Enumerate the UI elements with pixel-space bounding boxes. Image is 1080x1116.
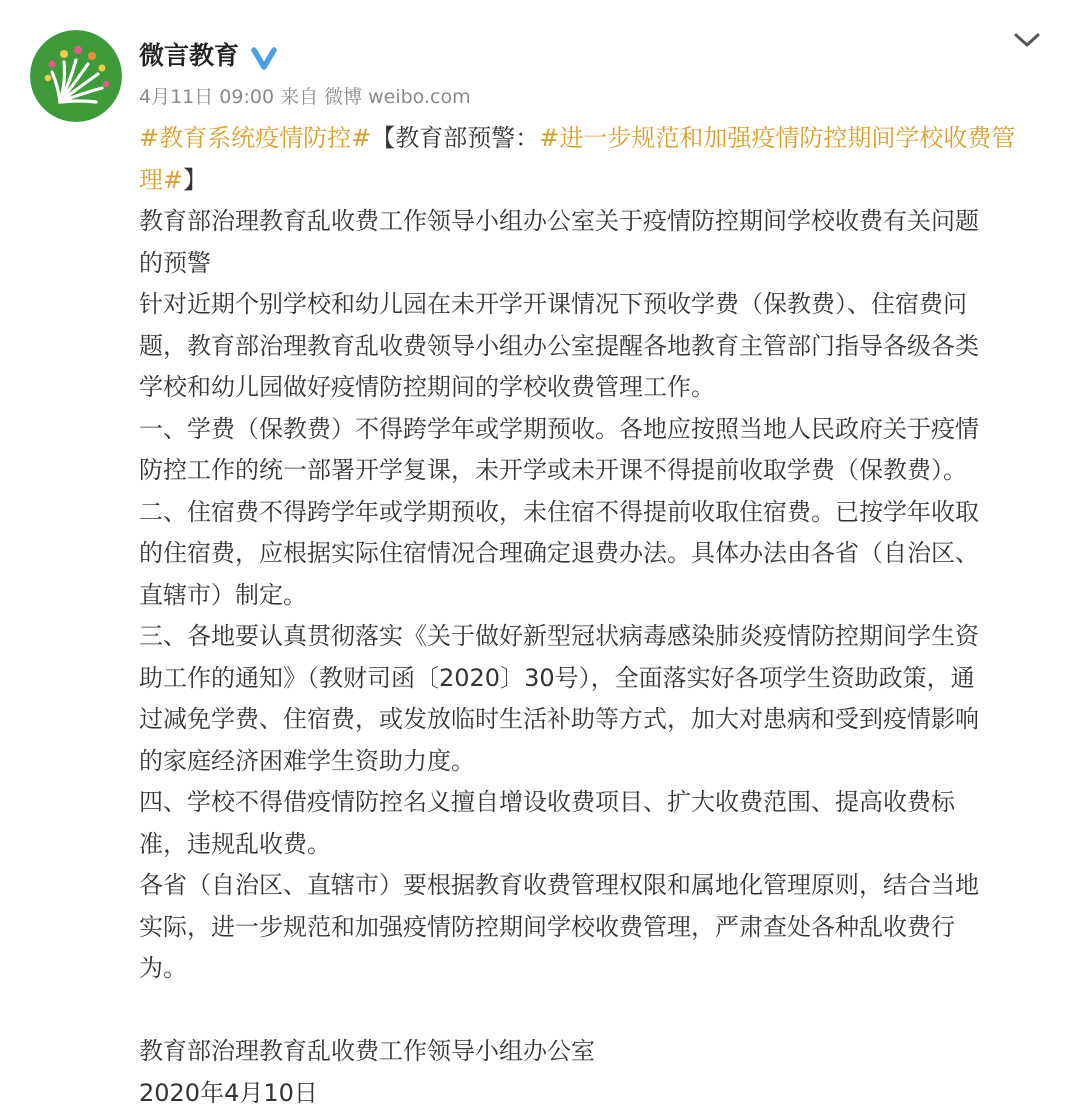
content-line: 的家庭经济困难学生资助力度。 (139, 746, 475, 775)
content-line: 四、学校不得借疫情防控名义擅自增设收费项目、扩大收费范围、提高收费标 (139, 788, 955, 816)
post-date: 4月11日 09:00 (139, 86, 275, 108)
topic-link[interactable]: #教育系统疫情防控# (139, 124, 372, 152)
content-line: 的预警 (139, 248, 211, 277)
content-line (139, 118, 1039, 160)
content-line: 题，教育部治理教育乱收费领导小组办公室提醒各地教育主管部门指导各级各类 (139, 331, 979, 360)
username[interactable] (139, 36, 277, 76)
content-line: 的住宿费，应根据实际住宿情况合理确定退费办法。具体办法由各省（自治区、 (139, 539, 979, 567)
content-line: 为。 (139, 954, 187, 982)
signature: 教育部治理教育乱收费工作领导小组办公室 (139, 1037, 595, 1065)
content-line: 过减免学费、住宿费，或发放临时生活补助等方式，加大对患病和受到疫情影响 (139, 705, 979, 733)
content-line: 各省（自治区、直辖市）要根据教育收费管理权限和属地化管理原则，结合当地 (139, 871, 979, 899)
content-line (139, 160, 1039, 202)
content-line: 三、各地要认真贯彻落实《关于做好新型冠状病毒感染肺炎疫情防控期间学生资 (139, 622, 979, 650)
bracket-open: 【教育部预警： (371, 124, 540, 152)
username-text[interactable]: 微言教育 (139, 41, 240, 70)
avatar[interactable] (30, 30, 122, 122)
content-line: 二、住宿费不得跨学年或学期预收，未住宿不得提前收取住宿费。已按学年收取 (139, 497, 979, 526)
source-prefix: 来自 (280, 86, 319, 108)
content-line: 防控工作的统一部署开学复课，未开学或未开课不得提前收取学费（保教费）。 (139, 456, 967, 484)
content-line: 针对近期个别学校和幼儿园在未开学开课情况下预收学费（保教费）、住宿费问 (139, 290, 967, 318)
logo-icon (30, 30, 122, 122)
topic-link[interactable]: #进一步规范和加强疫情防控期间学校收费管 (539, 124, 1016, 152)
bracket-close: 】 (183, 165, 208, 194)
signature-date: 2020年4月10日 (139, 1078, 318, 1107)
post-source[interactable]: 微博 weibo.com (324, 86, 471, 108)
content-line: 准，违规乱收费。 (139, 829, 331, 858)
verified-badge-icon (251, 43, 277, 69)
content-line: 实际，进一步规范和加强疫情防控期间学校收费管理，严肃查处各种乱收费行 (139, 912, 955, 941)
content-line: 一、学费（保教费）不得跨学年或学期预收。各地应按照当地人民政府关于疫情 (139, 414, 979, 443)
chevron-down-icon[interactable] (1010, 26, 1044, 54)
content-line: 学校和幼儿园做好疫情防控期间的学校收费管理工作。 (139, 373, 715, 401)
content-line: 教育部治理教育乱收费工作领导小组办公室关于疫情防控期间学校收费有关问题 (139, 207, 979, 235)
topic-link[interactable]: 理# (139, 165, 184, 194)
post-meta (139, 82, 477, 112)
post-content (139, 118, 1039, 1114)
content-line: 助工作的通知》（教财司函〔2020〕30号），全面落实好各项学生资助政策，通 (139, 663, 975, 692)
content-line: 直辖市）制定。 (139, 580, 307, 609)
spacer (139, 990, 1039, 1032)
